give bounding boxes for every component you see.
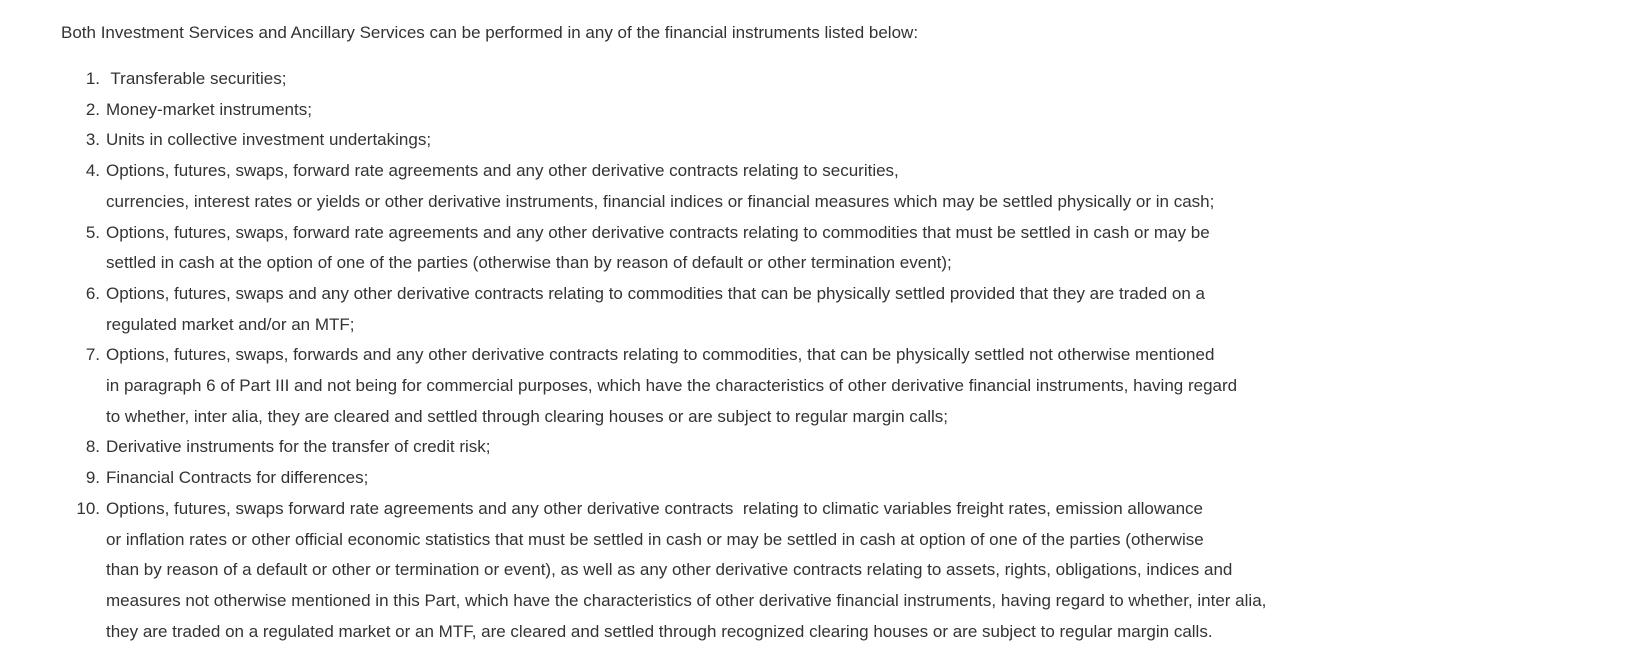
list-item-number: 6. bbox=[85, 283, 100, 303]
list-item-line: Units in collective investment undertakings; bbox=[106, 130, 432, 150]
list-item-line: or inflation rates or other official economic statistics that must be settled in cash or may be settled in cash at option of one of the parties (otherwise bbox=[106, 529, 1204, 549]
list-item-line: Options, futures, swaps and any other derivative contracts relating to commodities that can be physically settled provided that they are traded on a bbox=[106, 283, 1205, 303]
list-item-number: 9. bbox=[85, 468, 100, 488]
list-item-line: Financial Contracts for differences; bbox=[106, 468, 369, 488]
list-item-line: Options, futures, swaps forward rate agreements and any other derivative contracts relating to climatic variables freight rates, emission allowance bbox=[106, 498, 1204, 518]
list-item-line: Options, futures, swaps, forwards and any other derivative contracts relating to commodities, that can be physically settled not otherwise mentioned bbox=[106, 345, 1215, 365]
list-item-line: to whether, inter alia, they are cleared and settled through clearing houses or are subject to regular margin calls; bbox=[106, 406, 948, 426]
list-item-line: measures not otherwise mentioned in this Part, which have the characteristics of other derivative financial instruments, having regard to whether, inter alia, bbox=[106, 590, 1267, 610]
list-item-line: currencies, interest rates or yields or other derivative instruments, financial indices or financial measures which may be settled physically or in cash; bbox=[106, 191, 1215, 211]
document-content bbox=[61, 20, 1621, 647]
list-item-line: Transferable securities; bbox=[106, 69, 287, 88]
list-item-text bbox=[106, 463, 1621, 494]
list-item-text bbox=[106, 218, 1621, 279]
list-item-number: 10. bbox=[76, 498, 100, 518]
list-item-number: 8. bbox=[85, 437, 100, 457]
list-item-text bbox=[106, 125, 1621, 156]
list-item-number: 1. bbox=[85, 69, 100, 88]
list-item bbox=[61, 218, 1621, 279]
list-item-number: 2. bbox=[85, 99, 100, 119]
list-item-line: Options, futures, swaps, forward rate agreements and any other derivative contracts relating to securities, bbox=[106, 161, 899, 181]
list-item bbox=[61, 125, 1621, 156]
list-item-line: regulated market and/or an MTF; bbox=[106, 314, 355, 334]
list-item bbox=[61, 432, 1621, 463]
list-item-text bbox=[106, 494, 1621, 648]
list-item bbox=[61, 95, 1621, 126]
list-item-text bbox=[106, 432, 1621, 463]
list-item bbox=[61, 279, 1621, 340]
list-item-line: than by reason of a default or other or termination or event), as well as any other derivative contracts relating to assets, rights, obligations, indices and bbox=[106, 560, 1233, 580]
financial-instruments-list bbox=[61, 64, 1621, 647]
list-item-line: Derivative instruments for the transfer of credit risk; bbox=[106, 437, 491, 457]
list-item bbox=[61, 340, 1621, 432]
list-item-number: 4. bbox=[85, 161, 100, 181]
list-item-line: they are traded on a regulated market or an MTF, are cleared and settled through recognized clearing houses or are subject to regular margin calls. bbox=[106, 621, 1213, 641]
list-item-number: 3. bbox=[85, 130, 100, 150]
list-item bbox=[61, 463, 1621, 494]
list-item-line: Options, futures, swaps, forward rate agreements and any other derivative contracts relating to commodities that must be settled in cash or may be bbox=[106, 222, 1210, 242]
list-item bbox=[61, 494, 1621, 648]
list-item-line: settled in cash at the option of one of the parties (otherwise than by reason of default or other termination event); bbox=[106, 253, 952, 273]
intro-paragraph: Both Investment Services and Ancillary Services can be performed in any of the financial instruments listed below: bbox=[61, 23, 919, 42]
list-item-text bbox=[106, 340, 1621, 432]
list-item-text bbox=[106, 156, 1621, 217]
list-item-line: Money-market instruments; bbox=[106, 99, 312, 119]
list-item-number: 5. bbox=[85, 222, 100, 242]
list-item-number: 7. bbox=[85, 345, 100, 365]
list-item bbox=[61, 156, 1621, 217]
list-item bbox=[61, 64, 1621, 95]
list-item-text bbox=[106, 279, 1621, 340]
list-item-text bbox=[106, 64, 1621, 95]
list-item-text bbox=[106, 95, 1621, 126]
list-item-line: in paragraph 6 of Part III and not being for commercial purposes, which have the characteristics of other derivative financial instruments, having regard bbox=[106, 376, 1238, 396]
